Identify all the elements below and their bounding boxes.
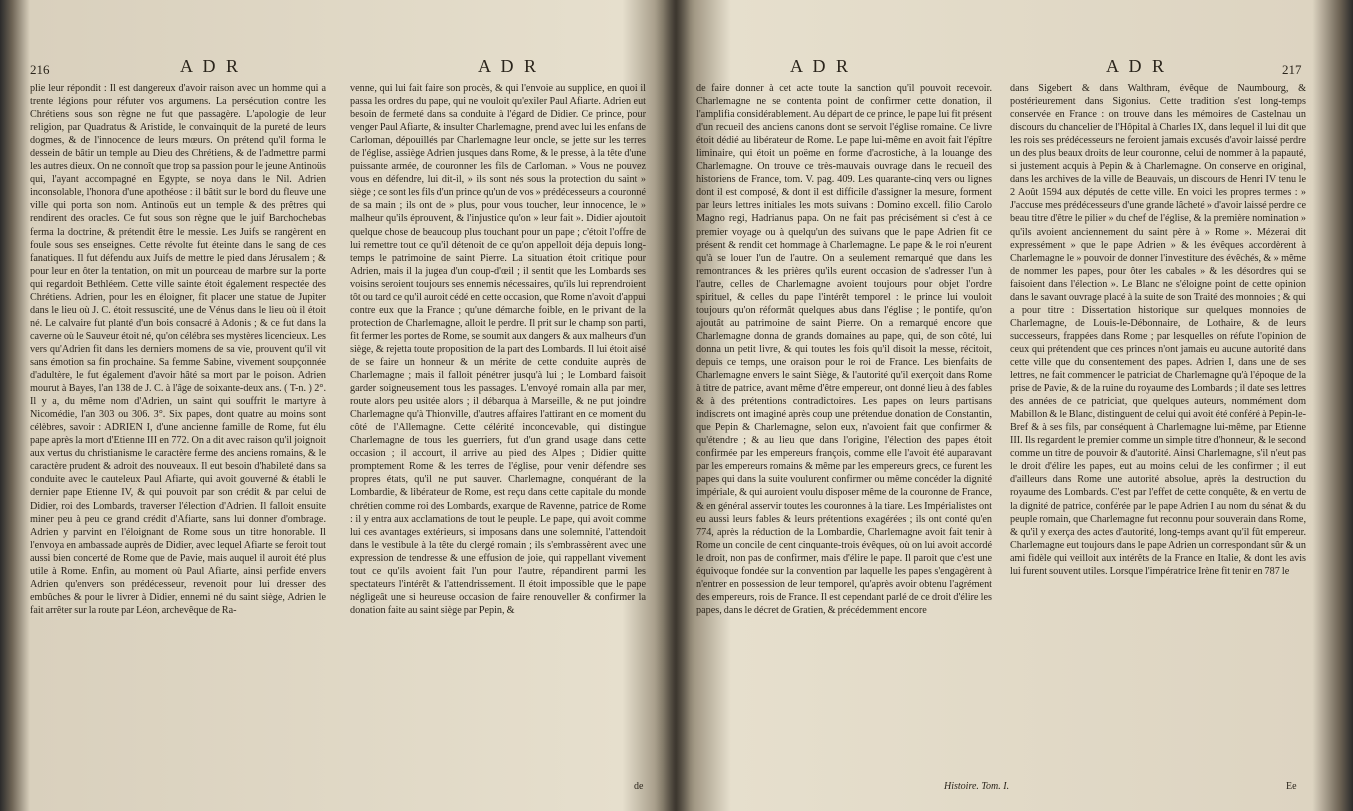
left-running-head-1: A D R [180,56,242,76]
left-running-head-2: A D R [478,56,540,76]
left-column-2 [350,82,646,782]
right-page-number: 217 [1282,62,1302,77]
left-col1-text: plie leur répondit : Il est dangereux d'avoir raison avec un homme qui a trente légions pour réfuter vos argumens. La persécution contre les Chrétiens sous son règne ne fut que passagère. L'apologie de leur religion, par Quadratus & Aristide, le convainquit de la pureté de leurs dogmes, & de l'innocence de leurs mœurs. On prétend qu'il forma le dessein de bâtir un temple au Dieu des Chrétiens, & de l'admettre parmi les autres dieux. On ne connoît que trop sa passion pour le jeune Antinoüs qui, l'ayant accompagné en Egypte, se noya dans le Nil. Adrien inconsolable, l'honora d'une apothéose : il bâtit sur le bord du fleuve une ville qui porta son nom. Antinoüs eut un temple & des prêtres qui rendirent des oracles. Ce fut sous son règne que le juif Barchochebas ferma la doctrine, & prétendit être le messie. Les Juifs se rangèrent en foule sous ses enseignes. Cette révolte fut éteinte dans le sang de ces fanatiques. Il fut défendu aux Juifs de mettre le pied dans Jérusalem ; & pour leur en ôter la tentation, on mit un pourceau de marbre sur la porte qui regardoit Bethléem. Cette ville sainte étoit également respectée des Chrétiens. Adrien, pour les en éloigner, fit placer une statue de Jupiter dans le lieu où J. C. étoit ressuscité, une de Vénus dans le lieu où il étoit né. Le calvaire fut planté d'un bois consacré à Adonis ; & ce fut dans la caverne où le Sauveur étoit né, qu'on célébra ses mystères licencieux. Les vers qu'Adrien fit dans les derniers momens de sa vie, prouvent qu'il vit sans émotion sa fin prochaine. Sa femme Sabine, vivement soupçonnée d'adultère, le fut également d'avoir hâté sa mort par le poison. Adrien mourut à Bayes, l'an 138 de J. C. à l'âge de soixante-deux ans. ( T-n. ) 2°. Il y a, du même nom d'Adrien, un saint qui souffrit le martyre à Nicomédie, l'an 303 ou 306. 3°. Six papes, dont quatre au moins sont célèbres, savoir : ADRIEN I, d'une ancienne famille de Rome, fut élu pape après la mort d'Etienne III en 772. On a dit avec raison qu'il joignoit aux vertus du christianisme le caractère ferme des anciens romains, & le caractère prudent & adroit des nouveaux. Il eut besoin d'habileté dans sa conduite avec le cauteleux Paul Afiarte, qui avoit gouverné & établi le dernier pape Etienne IV, & qui pouvoit par son crédit & par celui de Didier, roi des Lombards, traverser l'élection d'Adrien. Il falloit ensuite miner peu à peu ce grand crédit d'Afiarte, sans lui donner d'ombrage. Adrien y parvint en l'éloignant de Rome sous un titre honorable. Il l'envoya en ambassade auprès de Didier, avec lequel Afiarte se feroit tout aussi bien concerté de Rome que de Pavie, mais auquel il auroit été plus utile à Rome. Enfin, au moment où Paul Afiarte, ainsi perfide envers Adrien qu'envers son prédécesseur, revenoit pour lui dresser des embûches & pour le livrer à Didier, ennemi né du saint siège, Adrien le fait arrêter sur la route par Léon, archevêque de Ra- [30,83,326,616]
right-running-head-2: A D R [1106,56,1168,76]
left-col2-text: venne, qui lui fait faire son procès, & qui l'envoie au supplice, en quoi il passa les ordres du pape, qui ne vouloit qu'exiler Paul Afiarte. Adrien eut besoin de fermeté dans sa conduite à l'égard de Didier. Ce prince, pour venger Paul Afiarte, & insulter Charlemagne, prend avec lui les enfans de Carloman, dépouillés par Charlemagne leur oncle, se jette sur les terres de l'église, assiège Adrien jusques dans Rome, & le presse, à la tête d'une puissante armée, de couronner les fils de Carloman. » Vous ne pouvez vous en défendre, lui dit-il, » ils sont nés sous la protection du saint » siège ; ce sont les fils d'un prince qu'un de vos » prédécesseurs a couronné de sa main ; ils ont de » plus, pour vous toucher, leur innocence, le » malheur qu'ils éprouvent, & l'injustice qu'on » leur fait ». Didier ajoutoit quelque chose de beaucoup plus touchant pour un pape ; c'étoit l'offre de lui remettre tout ce qu'il détenoit de ce qu'on appelloit déja depuis long-temps le patrimoine de saint Pierre. La situation étoit critique pour Adrien, mais il la jugea d'un coup-d'œil ; il sentit que les Lombards ses voisins seroient toujours ses ennemis nécessaires, qu'ils lui reprendroient tôt ou tard ce qu'il auroit cédé en cette occasion, que Rome n'avoit d'appui contre eux que la France ; qu'une démarche foible, en le privant de la protection de Charlemagne, alloit le perdre. Il prit sur le champ son parti, fit fermer les portes de Rome, se soumit aux dangers & aux malheurs d'un siège, & rejetta toute proposition de la part des Lombards. Il lui étoit aisé de se faire un honneur & un mérite de cette conduite auprès de Charlemagne ; mais il falloit pénétrer jusqu'à lui ; le Lombard faisoit garder soigneusement tous les passages. L'envoyé romain alla par mer, route alors peu usitée alors ; il débarqua à Marseille, & ne put joindre Charlemagne qu'à Thionville, d'autres affaires l'attirant en ce moment du côté de l'Allemagne. Cette célérité inconcevable, qui distingue Charlemagne de tous les guerriers, fut d'un grand usage dans cette occasion ; il accourt, il arrive au pied des Alpes ; Didier quitte promptement Rome & les terres de l'église, pour venir défendre ses propres états, qu'il ne put sauver. Charlemagne, conquérant de la Lombardie, & libérateur de Rome, est reçu dans cette capitale du monde chrétien comme roi des Lombards, exarque de Ravenne, patrice de Rome : il y entra aux acclamations de tout le peuple. Le pape, qui avoit comme lui ces avantages extérieurs, si imposans dans une solemnité, l'attendoit dans le vestibule à la tête du clergé romain ; ils s'embrassèrent avec une expression de tendresse & une effusion de joie, qui rappellant vivement tout ce qu'ils avoient fait l'un pour l'autre, répandirent parmi les spectateurs l'intérêt & l'attendrissement. Il étoit impossible que le pape négligeât une si heureuse occasion de faire renouveller & confirmer la donation faite au saint siège par Pepin, & [350,83,646,616]
left-page [28,52,660,792]
right-column-2 [1010,82,1306,782]
right-col1-text: de faire donner à cet acte toute la sanction qu'il pouvoit recevoir. Charlemagne ne se contenta point de confirmer cette donation, il l'amplifia considérablement. Au départ de ce prince, le pape lui fit présent d'un recueil des anciens canons dont se servoit l'église romaine. Ce livre étoit dédié au libérateur de Rome. Le pape lui-même en avoit fait l'épître liminaire, qui étoit un poëme en forme d'acrostiche, à la louange des Charlemagne. On trouve ce très-mauvais ouvrage dans le recueil des historiens de France, tom. V. pag. 409. Les quarante-cinq vers ou lignes dont il est composé, & dont il est difficile d'assigner la mesure, forment par leurs lettres initiales les mots suivans : Domino excell. filio Carolo Magno regi, Hadrianus papa. On ne fait pas précisément si c'est à ce premier voyage ou à quelqu'un des suivans que le pape Adrien fit ce présent & rendit cet hommage à Charlemagne. Le pape & le roi n'eurent qu'à se louer l'un de l'autre. On a seulement remarqué que dans les remontrances & les prières qu'ils eurent occasion de s'adresser l'un à l'autre, celles de Charlemagne avoient toujours pour objet l'ordre spirituel, & celles du pape l'intérêt temporel : le prince lui vouloit toujours qu'on réformât quelques abus dans l'église ; le pontife, qu'on ajoutât au patrimoine de saint Pierre. On a remarqué encore que Charlemagne donna de grands domaines au pape, qui, de son côté, lui donna un petit livre, & qui toutes les fois qu'il disoit la messe, récitoit, depuis ce temps, une oraison pour le roi de France. Les bienfaits de Charlemagne envers le saint Siège, & l'autorité qu'il exerçoit dans Rome à titre de patrice, avant même d'être empereur, ont donné lieu à des fables & à des prétentions contradictoires. Les papes on leurs partisans indiscrets ont imaginé après coup une prétendue donation de Constantin, que Pepin & Charlemagne, selon eux, n'avoient fait que confirmer & qu'étendre ; & au lieu que dans l'origine, l'élection des papes étoit confirmée par les empereurs françois, comme elle l'avoit été auparavant par les empereurs romains & même par les empereurs grecs, ce furent les papes qui dans la suite voulurent confirmer ou même concéder la dignité impériale, & qui auroient voulu disposer même de la couronne de France, & en général asservir toutes les couronnes à la tiare. Les Impérialistes ont eu aussi leurs fables & leurs prétentions exagérées ; ils ont conté qu'en 774, après la réduction de la Lombardie, Charlemagne avoit fait tenir à Rome un concile de cent cinquante-trois évêques, où on lui avoit accordé le droit, non pas de confirmer, mais d'élire le pape. Il paroit que c'est une équivoque fondée sur la convention par laquelle les papes s'engagèrent à n'entrer en possession de leur temporel, qu'après avoir obtenu l'agrément des empereurs, rois de France. Il est cependant parlé de ce droit d'élire les papes, dans le décret de Gratien, & précédemment encore [696,83,992,616]
left-column-1 [30,82,326,782]
gutter-shadow [655,0,695,811]
right-column-1 [696,82,992,768]
left-page-number: 216 [30,62,50,77]
signature-mark: Histoire. Tom. I. [944,781,1010,792]
right-page [694,52,1324,792]
left-page-header [28,52,660,78]
right-running-head-1: A D R [790,56,852,76]
right-page-header [694,52,1324,78]
right-col2-text: dans Sigebert & dans Walthram, évêque de Naumbourg, & postérieurement dans Sigonius. Cette tradition s'est long-temps conservée en France : on trouve dans les mémoires de Castelnau un discours du chancelier de l'Hôpital à Charles IX, dans lequel il lui dit que les rois ses prédécesseurs ne feroient jamais excusés d'avoir laissé perdre un des plus beaux droits de leur couronne, celui de nommer à la papauté, si justement acquis à Pepin & à Charlemagne. On conserve en original, dans les archives de la ville de Beauvais, un discours de Henri IV tenu le 2 Août 1594 aux députés de cette ville. En voici les propres termes : » J'accuse mes prédécesseurs d'une grande lâcheté » d'avoir laissé perdre ce beau titre d'être le pilier » du chef de l'église, & la première nomination » qu'ils avoient anciennement du saint père à » Rome ». Mézerai dit expressément » que le pape Adrien » & les évêques accordèrent à Charlemagne le » pouvoir de donner l'investiture des évêchés, & » même de nommer les papes, pour ôter les cabales » & les désordres qui se faisoient dans l'élection ». Le Blanc ne s'éloigne point de cette opinion dans le savant ouvrage placé à la suite de son Traité des monnoies ; & qui a pour titre : Dissertation historique sur quelques monnoies de Charlemagne, de Louis-le-Débonnaire, de Lothaire, & de leurs successeurs, frappées dans Rome ; par lesquelles on réfute l'opinion de ceux qui prétendent que ces princes n'ont jamais eu aucune autorité dans cette ville que du consentement des papes. Adrien I, dans une de ses lettres, ne fait commencer le patriciat de Charlemagne qu'à l'époque de la prise de Pavie, & de la ruine du royaume des Lombards ; il date ses lettres des années de ce patriciat, que quelques auteurs, nommément dom Mabillon & le Blanc, distinguent de celui qui avoit été conféré à Pepin-le-Bref & à ses fils, par conséquent à Charlemagne lui-même, par Etienne III. Ils regardent le premier comme un simple titre d'honneur, & le second comme un titre de pouvoir & d'autorité. Ainsi Charlemagne, s'il n'eut pas le droit d'élire les papes, eut au moins celui de les confirmer ; il eut d'ailleurs dans Rome une autorité absolue, après la destruction du royaume des Lombards. C'est par l'effet de cette conquête, & en vertu de la dignité de patrice, conférée par le pape Adrien I au nom du sénat & du peuple romain, que Charlemagne fut reconnu pour souverain dans Rome, & qu'il y exerça des actes d'autorité, long-temps avant qu'il fût empereur. Charlemagne eut toujours dans le pape Adrien un correspondant sûr & un ami fidèle qui veilloit aux intérêts de la France en Italie, & dont les avis lui furent souvent utiles. Lorsque l'impératrice Irène fit tenir en 787 le [1010,83,1306,577]
right-catchword: Ee [1286,781,1297,792]
left-catchword: de [634,781,644,792]
